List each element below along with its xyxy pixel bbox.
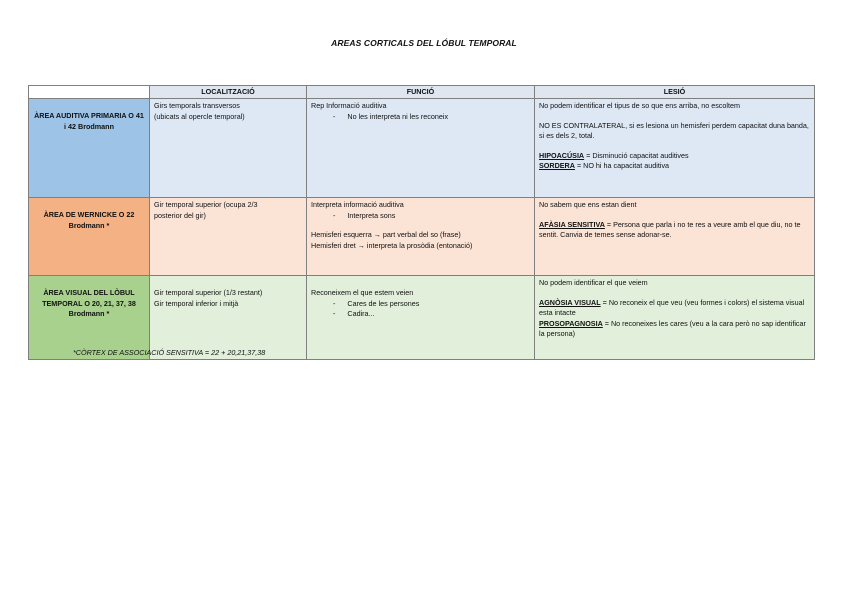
lesio-text: NO ES CONTRALATERAL, si es lesiona un hemisferi perdem capacitat duna banda, si es dels 2, total. [539, 120, 809, 141]
lesio-definition: = NO hi ha capacitat auditiva [574, 161, 670, 171]
localitzacio-text: posterior del gir) [154, 210, 206, 220]
lesio-term: AFÀSIA SENSITIVA [539, 219, 605, 229]
funcio-text: Hemisferi esquerra → part verbal del so (frase) [311, 230, 461, 240]
lesio-term-line [539, 319, 810, 340]
localitzacio-cell [150, 99, 307, 198]
lesio-term-line [539, 298, 810, 319]
lesio-term-line [539, 151, 810, 161]
lesio-cell [535, 198, 815, 276]
table-row [29, 198, 815, 276]
funcio-text: Hemisferi dret → interpreta la prosòdia (entonació) [311, 240, 473, 250]
header-lesio: LESIÓ [535, 86, 815, 99]
localitzacio-text: (ubicats al opercle temporal) [154, 111, 245, 121]
lesio-definition: = Disminució capacitat auditives [584, 150, 689, 160]
bullet-item: - Interpreta sons [333, 210, 396, 220]
localitzacio-text: Gir temporal superior (ocupa 2/3 [154, 200, 258, 210]
temporal-areas-table [28, 85, 815, 360]
lesio-text: No podem identificar el que veiem [539, 278, 648, 288]
lesio-term: AGNÒSIA VISUAL [539, 297, 601, 307]
localitzacio-cell [150, 198, 307, 276]
area-cell: ÀREA AUDITIVA PRIMARIA O 41 i 42 Brodmann [29, 99, 150, 198]
lesio-text: No sabem que ens estan dient [539, 200, 637, 210]
lesio-definition: = Persona que parla i no te res a veure amb el que diu, no te sentit. Canvia de temes sense adonar-se. [539, 219, 801, 240]
lesio-term: PROSOPAGNOSIA [539, 318, 603, 328]
area-cell: ÀREA DE WERNICKE O 22 Brodmann * [29, 198, 150, 276]
lesio-definition: = No reconeixes les cares (veu a la cara però no sap identificar la persona) [539, 318, 806, 339]
lesio-term-line [539, 161, 810, 171]
table-row [29, 99, 815, 198]
header-funcio: FUNCIÓ [307, 86, 535, 99]
bullet-text: Interpreta sons [347, 210, 396, 220]
table-header-row [29, 86, 815, 99]
lesio-text: No podem identificar el tipus de so que ens arriba, no escoltem [539, 101, 740, 111]
bullet-text: No les interpreta ni les reconeix [347, 111, 449, 121]
lesio-term: HIPOACÚSIA [539, 150, 585, 160]
funcio-cell [307, 276, 535, 360]
bullet-item: - No les interpreta ni les reconeix [333, 111, 449, 121]
funcio-cell [307, 198, 535, 276]
bullet-item: - Cadira... [333, 309, 375, 319]
lesio-term: SORDERA [539, 161, 575, 171]
area-cell: ÀREA VISUAL DEL LÒBUL TEMPORAL O 20, 21, 37, 38 Brodmann * [29, 276, 150, 360]
funcio-text: Rep Informació auditiva [311, 101, 387, 111]
header-blank [29, 86, 150, 99]
localitzacio-text: Gir temporal superior (1/3 restant) [154, 288, 263, 298]
funcio-text: Reconeixem el que estem veien [311, 288, 414, 298]
header-localitzacio: LOCALITZACIÓ [150, 86, 307, 99]
funcio-text: Interpreta informació auditiva [311, 200, 404, 210]
bullet-text: Cares de les persones [347, 298, 420, 308]
document-title: AREAS CORTICALS DEL LÓBUL TEMPORAL [331, 38, 517, 48]
bullet-text: Cadira... [347, 309, 375, 319]
lesio-term-line [539, 220, 810, 241]
funcio-cell [307, 99, 535, 198]
localitzacio-text: Gir temporal inferior i mitjà [154, 298, 239, 308]
bullet-item: - Cares de les persones [333, 298, 420, 308]
lesio-cell [535, 99, 815, 198]
lesio-cell [535, 276, 815, 360]
localitzacio-text: Girs temporals transversos [154, 101, 240, 111]
lesio-definition: = No reconeix el que veu (veu formes i colors) el sistema visual esta intacte [539, 297, 805, 318]
footnote: *CÒRTEX DE ASSOCIACIÓ SENSITIVA = 22 + 20,21,37,38 [73, 348, 266, 357]
